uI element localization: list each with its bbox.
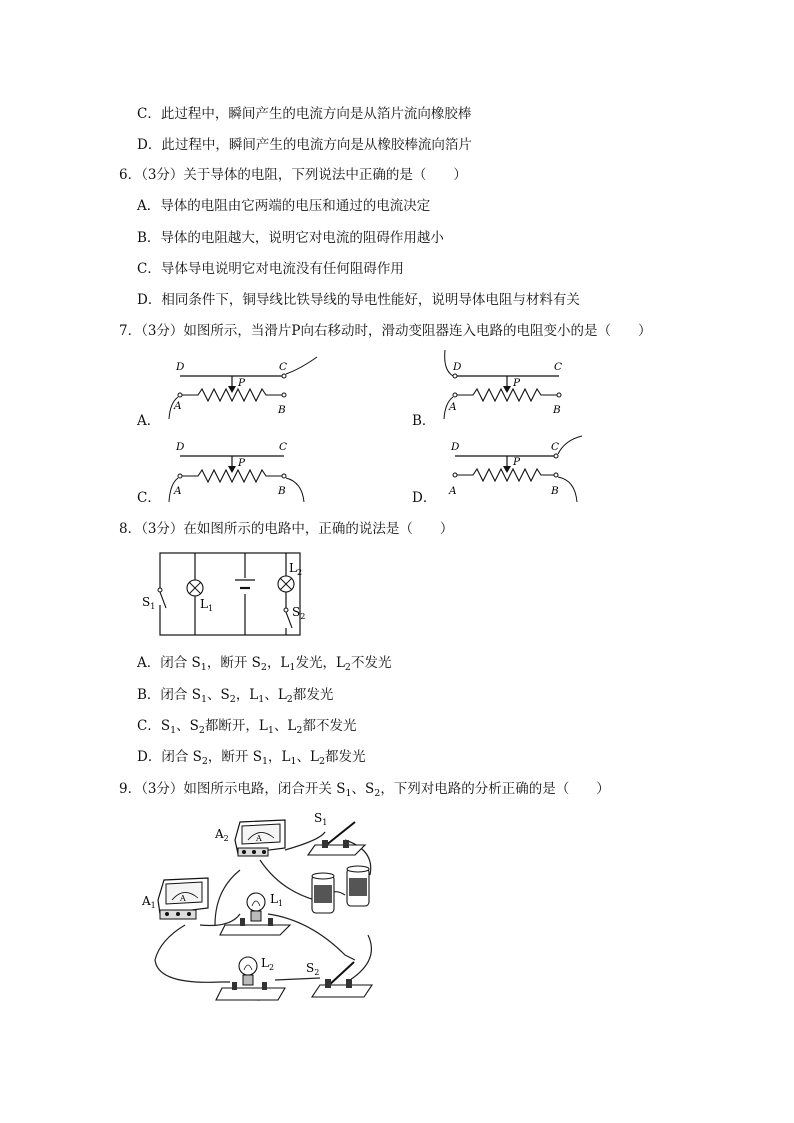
ammeter-a1 [158,878,208,919]
q6-option-b: B．导体的电阻越大，说明它对电流的阻碍作用越小 [137,230,444,246]
q7-label-b: B． [412,413,436,429]
q9-stem: 9．（3分）如图所示电路，闭合开关 $S_1$、$S_2$，下列对电路的分析正确的是（ ） [119,781,610,799]
terminal-b: B [553,404,561,416]
terminal-b: B [278,404,286,416]
q5-option-d: D．此过程中，瞬间产生的电流方向是从橡胶棒流向箔片 [137,137,472,153]
q7-label-a: A． [137,413,161,429]
q8-option-a: A．闭合 $S_1$，断开 $S_2$，$L_1$发光，$L_2$不发光 [137,655,392,673]
l1-label: $L_1$ [270,892,284,908]
q6-option-d: D．相同条件下，铜导线比铁导线的导电性能好，说明导体电阻与材料有关 [137,292,580,308]
battery-right [347,866,369,906]
q8-stem: 8．（3分）在如图所示的电路中，正确的说法是（ ） [119,521,454,537]
battery-left [312,873,334,913]
q7-stem: 7．（3分）如图所示，当滑片P向右移动时，滑动变阻器连入电路的电阻变小的是（ ） [119,323,652,339]
q7-label-d: D． [412,490,437,506]
q9-circuit-figure [140,810,390,1005]
a1-label: $A_1$ [142,894,156,910]
q7-rheostat-a [160,357,330,417]
terminal-p: P [513,456,521,468]
l2-label: $L_2$ [261,956,275,972]
l2-label: $L_2$ [289,561,303,577]
terminal-c: C [554,361,563,373]
q6-stem: 6．（3分）关于导体的电阻，下列说法中正确的是（ ） [119,167,467,183]
q6-option-a: A．导体的电阻由它两端的电压和通过的电流决定 [137,198,431,214]
q8-option-d: D．闭合 $S_2$，断开 $S_1$，$L_1$、$L_2$都发光 [137,749,366,767]
terminal-a: A [174,485,182,497]
s1-label: $S_1$ [314,811,328,827]
q8-circuit-diagram [140,550,315,640]
q6-option-c: C．导体导电说明它对电流没有任何阻碍作用 [137,261,404,277]
terminal-p: P [238,457,246,469]
terminal-a: A [174,400,182,412]
s2-label: $S_2$ [292,605,306,621]
terminal-p: P [513,377,521,389]
terminal-c: C [279,361,288,373]
terminal-d: D [451,441,460,453]
ammeter-a2 [235,820,285,856]
terminal-d: D [453,361,462,373]
terminal-d: D [176,441,185,453]
s2-label: $S_2$ [306,961,320,977]
terminal-a: A [449,401,457,413]
svg-text:A: A [180,894,186,903]
terminal-a: A [449,485,457,497]
terminal-d: D [176,361,185,373]
terminal-b: B [278,485,286,497]
q5-option-c: C．此过程中，瞬间产生的电流方向是从箔片流向橡胶棒 [137,106,472,122]
q8-option-c: C．$S_1$、$S_2$都断开，$L_1$、$L_2$都不发光 [137,718,357,736]
svg-text:A: A [256,834,262,843]
q7-rheostat-c [160,438,330,506]
switch-s2 [312,962,372,997]
q7-rheostat-d [435,432,605,506]
l1-label: $L_1$ [200,597,214,613]
q7-rheostat-b [435,350,605,420]
terminal-b: B [551,485,559,497]
q7-label-c: C． [137,490,161,506]
terminal-p: P [238,377,246,389]
s1-label: $S_1$ [142,595,156,611]
terminal-c: C [279,441,288,453]
q8-option-b: B．闭合 $S_1$、$S_2$，$L_1$、$L_2$都发光 [137,687,334,705]
a2-label: $A_2$ [215,827,229,843]
lamp-l2 [216,957,285,1000]
terminal-c: C [551,441,560,453]
